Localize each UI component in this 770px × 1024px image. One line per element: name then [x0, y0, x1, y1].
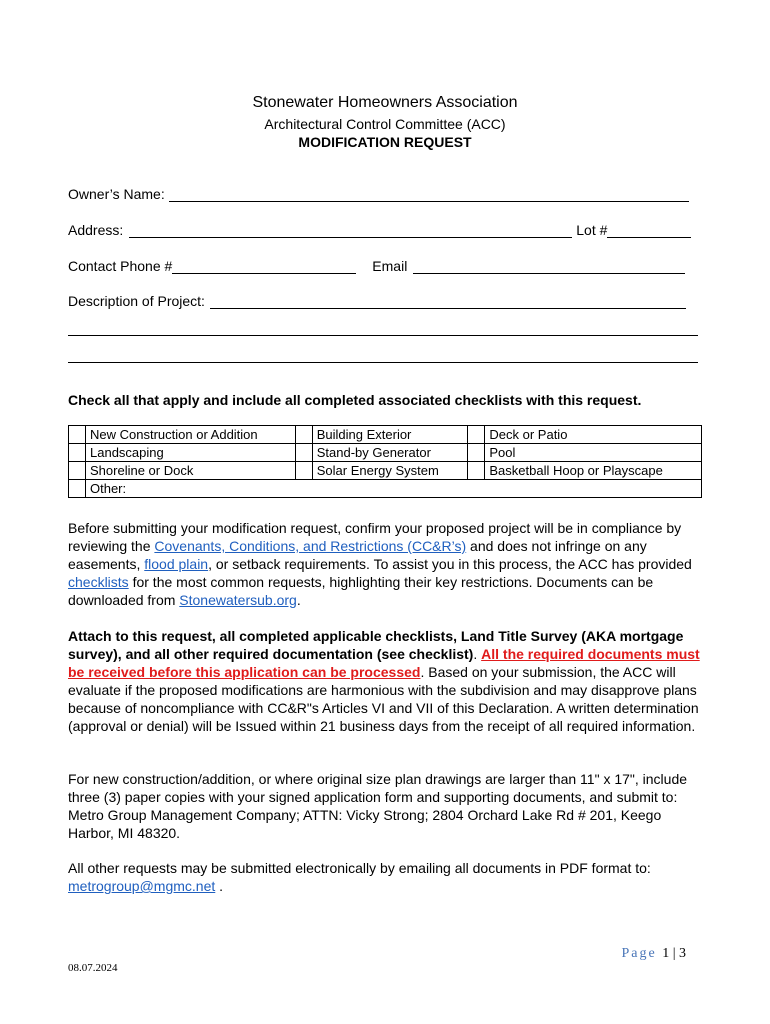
description-field[interactable]	[210, 294, 686, 309]
address-field[interactable]	[129, 223, 572, 238]
ccr-link[interactable]: Covenants, Conditions, and Restrictions (CC&R’s)	[154, 538, 467, 554]
checkbox[interactable]	[69, 426, 86, 444]
website-link[interactable]: Stonewatersub.org	[179, 592, 297, 608]
page-word: Page	[621, 946, 657, 961]
checkbox[interactable]	[468, 426, 485, 444]
checklists-link[interactable]: checklists	[68, 574, 129, 590]
table-row	[69, 426, 702, 444]
other-label[interactable]: Other:	[86, 480, 702, 498]
email-link[interactable]: metrogroup@mgmc.net	[68, 878, 216, 894]
checkbox[interactable]	[69, 462, 86, 480]
option-label: Shoreline or Dock	[86, 462, 296, 480]
owner-name-label: Owner’s Name:	[68, 186, 165, 202]
option-label: Building Exterior	[312, 426, 468, 444]
para1-text-2: and does not infringe on any easements,	[68, 538, 647, 572]
address-row	[68, 222, 691, 238]
checkbox[interactable]	[69, 444, 86, 462]
document-date: 08.07.2024	[68, 962, 118, 974]
option-label: Solar Energy System	[312, 462, 468, 480]
contact-row	[68, 258, 685, 274]
para1-text-5: .	[296, 592, 301, 608]
checkbox[interactable]	[69, 480, 86, 498]
option-label: New Construction or Addition	[86, 426, 296, 444]
para1-text-3: , or setback requirements. To assist you in this process, the ACC has provided	[208, 556, 692, 572]
checklist-title: Check all that apply and include all completed associated checklists with this request.	[68, 392, 642, 408]
option-label: Deck or Patio	[485, 426, 702, 444]
option-label: Basketball Hoop or Playscape	[485, 462, 702, 480]
checkbox[interactable]	[468, 462, 485, 480]
submission-paragraph: For new construction/addition, or where original size plan drawings are larger than 11" x 17", include three (3) paper copies with your signed application form and supporting documents, and submit to: Metro Group Management Company; ATTN: Vicky Strong; 2804 Orchard Lake Rd # 201, Keego Harbor, MI 48320.	[68, 771, 688, 841]
para1-text-1: Before submitting your modification request, confirm your proposed project will be in compliance by reviewing the	[68, 520, 682, 554]
phone-field[interactable]	[172, 259, 356, 274]
required-docs-warning: All the required documents must be received before this application can be processed	[68, 646, 700, 680]
email-label: Email	[372, 258, 408, 274]
checkbox[interactable]	[295, 444, 312, 462]
address-label: Address:	[68, 222, 124, 238]
email-field[interactable]	[413, 259, 685, 274]
electronic-submission-paragraph	[68, 859, 708, 895]
org-name: Stonewater Homeowners Association	[252, 94, 518, 111]
checkbox[interactable]	[468, 444, 485, 462]
committee-name: Architectural Control Committee (ACC)	[264, 116, 506, 132]
para2-text-1: .	[473, 646, 482, 662]
flood-plain-link[interactable]: flood plain	[144, 556, 209, 572]
table-row	[69, 444, 702, 462]
page-count: 1 | 3	[662, 946, 686, 961]
description-row	[68, 293, 686, 309]
checkbox[interactable]	[295, 462, 312, 480]
lot-field[interactable]	[607, 223, 691, 238]
project-type-table	[68, 425, 702, 498]
description-line-3[interactable]	[68, 362, 698, 363]
option-label: Landscaping	[86, 444, 296, 462]
para4-text: All other requests may be submitted electronically by emailing all documents in PDF format to:	[68, 860, 651, 876]
attach-instruction: Attach to this request, all completed applicable checklists, Land Title Survey (AKA mortgage survey), and all other required documentation (see checklist)	[68, 628, 684, 662]
phone-label: Contact Phone #	[68, 258, 173, 274]
page-number	[621, 946, 686, 962]
compliance-paragraph	[68, 519, 708, 609]
description-label: Description of Project:	[68, 293, 205, 309]
para2-text-2: . Based on your submission, the ACC will evaluate if the proposed modifications are harmonious with the subdivision and may disapprove plans because of noncompliance with CC&R"s Articles VI and VII of this Declaration. A written determination (approval or denial) will be Issued within 21 business days from the receipt of all required information.	[68, 664, 699, 734]
description-line-2[interactable]	[68, 335, 698, 336]
para4-end: .	[215, 878, 224, 894]
para1-text-4: for the most common requests, highlighting their key restrictions. Documents can be downloaded from	[68, 574, 654, 608]
option-label: Pool	[485, 444, 702, 462]
lot-label: Lot #	[576, 222, 608, 238]
attachment-paragraph	[68, 627, 708, 735]
owner-name-row	[68, 186, 689, 202]
form-title: MODIFICATION REQUEST	[298, 134, 472, 150]
table-row	[69, 480, 702, 498]
checkbox[interactable]	[295, 426, 312, 444]
option-label: Stand-by Generator	[312, 444, 468, 462]
table-row	[69, 462, 702, 480]
owner-name-field[interactable]	[169, 187, 689, 202]
